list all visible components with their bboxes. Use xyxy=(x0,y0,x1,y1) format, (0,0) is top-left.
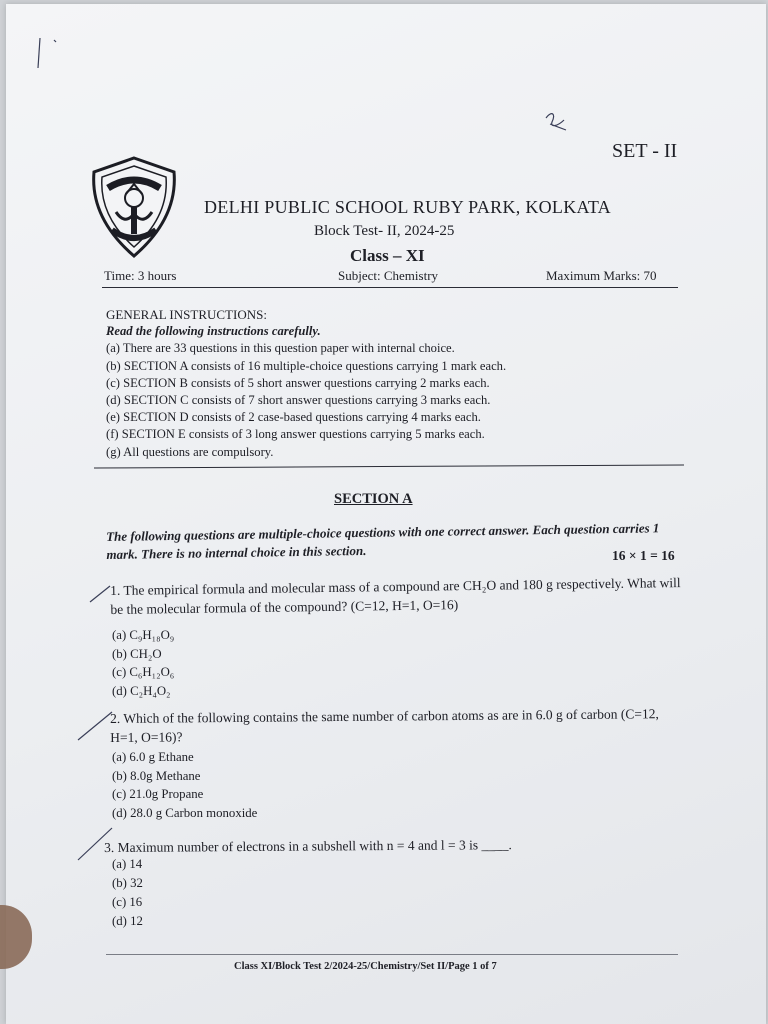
footer-divider xyxy=(106,954,678,955)
instruction-item: (f) SECTION E consists of 3 long answer questions carrying 5 marks each. xyxy=(106,427,485,442)
exam-paper xyxy=(6,4,766,1024)
question-3-options xyxy=(112,855,143,931)
section-intro: The following questions are multiple-choice questions with one correct answer. Each question carries 1 mark. There is no internal choice in this section. xyxy=(106,520,660,562)
option: (c) 16 xyxy=(112,895,143,909)
class-label: Class – XI xyxy=(350,246,425,265)
signature-mark-icon xyxy=(540,108,576,138)
option: (d) 12 xyxy=(112,914,143,928)
option: (c) 21.0g Propane xyxy=(112,787,204,802)
header-divider xyxy=(102,287,678,288)
section-marks: 16 × 1 = 16 xyxy=(612,548,675,563)
option: (a) 14 xyxy=(112,857,143,871)
option: (a) C₉H₁₈O₉ xyxy=(112,628,175,642)
instructions-divider xyxy=(94,464,684,468)
section-title: SECTION A xyxy=(334,491,413,507)
question-3: 3. Maximum number of electrons in a subshell with n = 4 and l = 3 is ____. xyxy=(104,837,512,855)
pen-mark-icon xyxy=(32,34,72,74)
school-name: DELHI PUBLIC SCHOOL RUBY PARK, KOLKATA xyxy=(204,197,611,217)
test-name: Block Test- II, 2024-25 xyxy=(314,223,455,239)
time-label: Time: 3 hours xyxy=(104,268,177,283)
max-marks-label: Maximum Marks: 70 xyxy=(546,268,657,283)
option: (d) C₂H₄O₂ xyxy=(112,683,171,698)
subject-label: Subject: Chemistry xyxy=(338,268,439,283)
question-1-options xyxy=(112,626,174,700)
instruction-item: (b) SECTION A consists of 16 multiple-choice questions carrying 1 mark each. xyxy=(106,358,507,373)
exam-meta xyxy=(104,268,670,286)
option: (a) 6.0 g Ethane xyxy=(112,750,194,764)
instruction-item: (g) All questions are compulsory. xyxy=(106,444,274,459)
instructions-title: GENERAL INSTRUCTIONS: xyxy=(106,307,267,322)
instruction-item: (c) SECTION B consists of 5 short answer questions carrying 2 marks each. xyxy=(106,375,490,390)
general-instructions xyxy=(106,306,506,461)
option: (d) 28.0 g Carbon monoxide xyxy=(112,805,258,820)
school-logo-icon xyxy=(86,154,182,260)
option: (b) 32 xyxy=(112,876,143,890)
instruction-item: (d) SECTION C consists of 7 short answer questions carrying 3 marks each. xyxy=(106,393,491,408)
option: (b) 8.0g Methane xyxy=(112,768,201,783)
set-label: SET - II xyxy=(612,140,678,162)
instruction-item: (a) There are 33 questions in this question paper with internal choice. xyxy=(106,341,455,356)
question-2: 2. Which of the following contains the same number of carbon atoms as are in 6.0 g of carbon (C=12, H=1, O=16)? xyxy=(110,706,659,745)
instruction-item: (e) SECTION D consists of 2 case-based questions carrying 4 marks each. xyxy=(106,410,481,425)
option: (c) C₆H₁₂O₆ xyxy=(112,665,175,680)
option: (b) CH₂O xyxy=(112,646,162,661)
page-footer: Class XI/Block Test 2/2024-25/Chemistry/Set II/Page 1 of 7 xyxy=(234,961,497,972)
question-2-options xyxy=(112,748,257,822)
question-1: 1. The empirical formula and molecular mass of a compound are CH₂O and 180 g respectively. What will be the molecular formula of the compound? (C=12, H=1, O=16) xyxy=(110,575,681,617)
instructions-subtitle: Read the following instructions carefully. xyxy=(106,324,321,339)
